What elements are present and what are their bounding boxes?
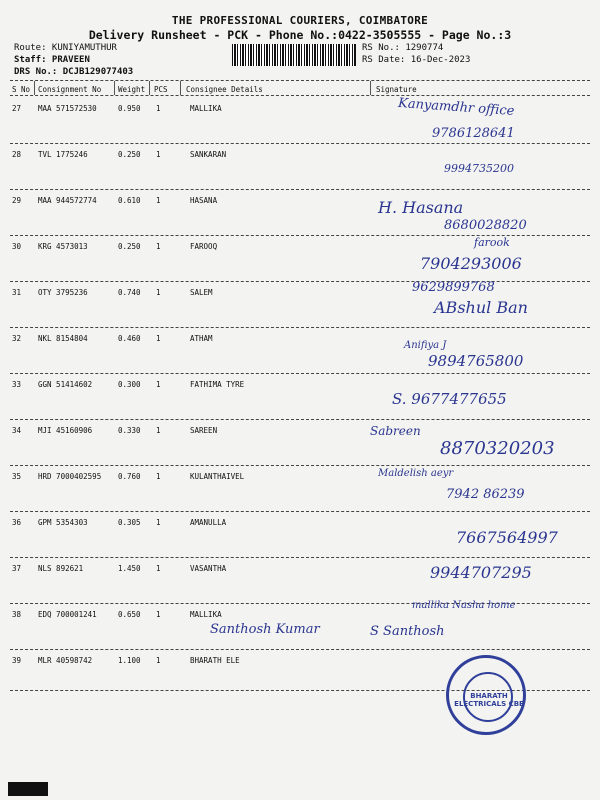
row-sno: 39 [12,656,22,665]
row-cons: MJI 45160906 [38,426,93,435]
row-name: AMANULLA [190,518,227,527]
row-pcs: 1 [156,472,161,481]
row-cons: MAA 944572774 [38,196,97,205]
col-signature: Signature [376,85,417,94]
row-wt: 0.250 [118,150,141,159]
row-name: MALLIKA [190,104,222,113]
staff-label: Staff: PRAVEEN [14,55,90,65]
row-cons: GGN 51414602 [38,380,93,389]
phone-29: 8680028820 [444,218,527,233]
row-pcs: 1 [156,426,161,435]
col-consignment: Consignment No [38,85,102,94]
row-cons: OTY 3795236 [38,288,88,297]
row-cons: EDQ 700001241 [38,610,97,619]
row-wt: 0.650 [118,610,141,619]
route-label: Route: KUNIYAMUTHUR [14,43,117,53]
row-divider [10,419,590,420]
row-cons: MAA 571572530 [38,104,97,113]
row-sno: 29 [12,196,22,205]
row-divider [10,465,590,466]
row-wt: 0.250 [118,242,141,251]
row-divider [10,373,590,374]
row-sno: 35 [12,472,22,481]
phone-35: 7942 86239 [446,487,525,502]
signature-27: Kanyamdhr office [397,95,515,120]
row-divider [10,189,590,190]
company-stamp: BHARATH ELECTRICALS CBE [446,655,526,735]
row-name: SAREEN [190,426,218,435]
row-pcs: 1 [156,380,161,389]
signature-30: farook [474,236,510,249]
row-divider [10,557,590,558]
row-wt: 1.100 [118,656,141,665]
row-cons: TVL 1775246 [38,150,88,159]
row-name: KULANTHAIVEL [190,472,245,481]
row-pcs: 1 [156,564,161,573]
row-name: VASANTHA [190,564,227,573]
barcode [232,44,356,66]
row-divider [10,327,590,328]
row-wt: 0.610 [118,196,141,205]
row-sno: 36 [12,518,22,527]
signature-31: ABshul Ban [434,298,528,317]
phone-36: 7667564997 [456,528,558,547]
signature-34: Sabreen [370,424,421,438]
row-sno: 32 [12,334,22,343]
row-name: ATHAM [190,334,213,343]
row-cons: GPM 5354303 [38,518,88,527]
row-wt: 0.305 [118,518,141,527]
row-pcs: 1 [156,104,161,113]
header-bottom-rule [10,95,590,96]
col-weight: Weight [118,85,146,94]
row-wt: 0.460 [118,334,141,343]
row-wt: 1.450 [118,564,141,573]
signature-38a: mallika Nasha home [412,600,516,611]
row-name: SANKARAN [190,150,227,159]
phone-27: 9786128641 [432,126,515,141]
phone-28: 9994735200 [444,162,514,175]
signature-38b: Santhosh Kumar [210,622,320,637]
row-pcs: 1 [156,334,161,343]
phone-30: 7904293006 [420,254,522,273]
row-name: MALLIKA [190,610,222,619]
row-pcs: 1 [156,518,161,527]
row-divider [10,511,590,512]
row-sno: 33 [12,380,22,389]
row-pcs: 1 [156,196,161,205]
row-sno: 30 [12,242,22,251]
row-name: HASANA [190,196,218,205]
phone-34: 8870320203 [440,438,555,459]
row-sno: 28 [12,150,22,159]
row-cons: KRG 4573013 [38,242,88,251]
row-sno: 37 [12,564,22,573]
redaction-mark [8,782,48,796]
company-title: THE PROFESSIONAL COURIERS, COIMBATORE [171,14,429,27]
runsheet-subtitle: Delivery Runsheet - PCK - Phone No.:0422-3505555 - Page No.:3 [88,28,512,42]
row-sno: 38 [12,610,22,619]
rs-date: RS Date: 16-Dec-2023 [362,55,471,65]
signature-35: Maldelish aeyr [378,468,454,479]
row-sno: 31 [12,288,22,297]
header-top-rule [10,80,590,81]
row-pcs: 1 [156,242,161,251]
row-pcs: 1 [156,656,161,665]
row-sno: 34 [12,426,22,435]
row-wt: 0.330 [118,426,141,435]
signature-33: S. 9677477655 [392,390,507,408]
row-name: BHARATH ELE [190,656,240,665]
col-consignee: Consignee Details [186,85,263,94]
row-divider [10,143,590,144]
rs-number: RS No.: 1290774 [362,43,444,53]
drs-number: DRS No.: DCJB129077403 [14,67,134,77]
col-pcs: PCS [154,85,168,94]
row-divider [10,281,590,282]
row-cons: NLS 892621 [38,564,84,573]
signature-29: H. Hasana [378,198,464,217]
row-name: SALEM [190,288,213,297]
row-divider [10,649,590,650]
row-wt: 0.300 [118,380,141,389]
phone-31: 9629899768 [412,280,495,295]
row-name: FATHIMA TYRE [190,380,245,389]
row-cons: MLR 40598742 [38,656,93,665]
signature-38c: S Santhosh [370,624,445,639]
phone-37: 9944707295 [430,563,532,582]
row-wt: 0.760 [118,472,141,481]
row-sno: 27 [12,104,22,113]
row-pcs: 1 [156,150,161,159]
row-wt: 0.950 [118,104,141,113]
row-name: FAROOQ [190,242,218,251]
col-sno: S No [12,85,31,94]
phone-32: 9894765800 [428,352,524,370]
row-pcs: 1 [156,610,161,619]
row-cons: NKL 8154804 [38,334,88,343]
signature-32: Anifiya J [404,340,447,351]
row-pcs: 1 [156,288,161,297]
row-wt: 0.740 [118,288,141,297]
row-cons: HRD 7000402595 [38,472,102,481]
